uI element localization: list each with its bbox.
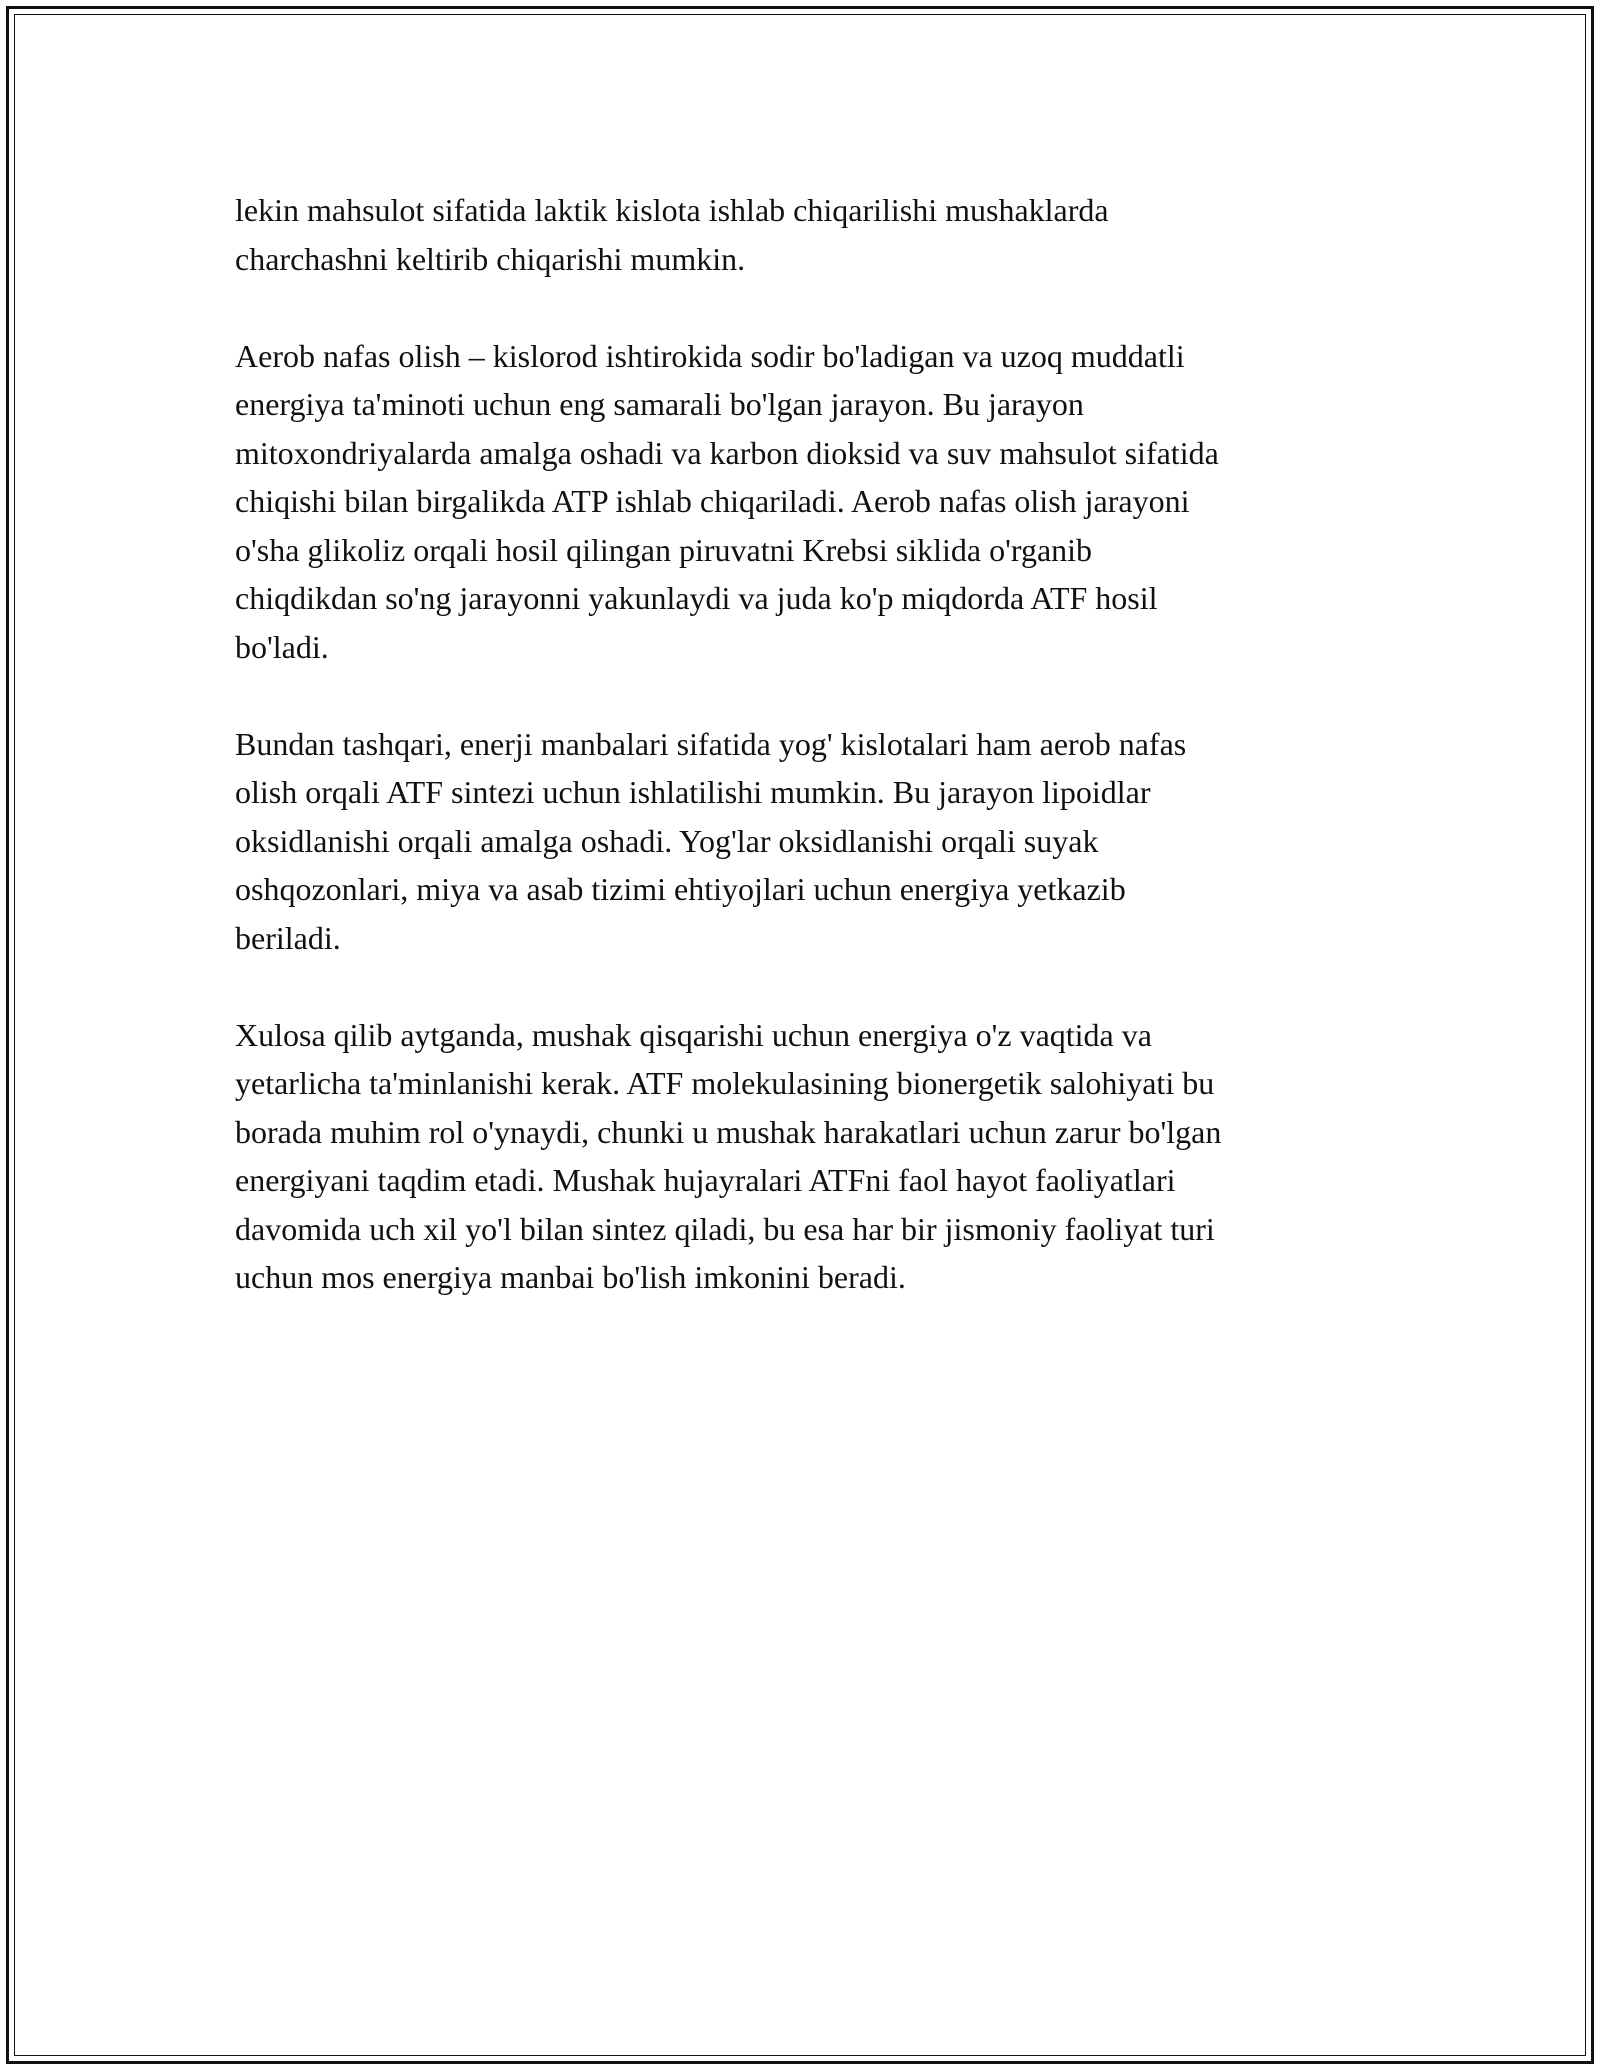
text-line: yetarlicha ta'minlanishi kerak. ATF molekulasining bionergetik salohiyati bu (235, 1065, 1215, 1101)
text-line: o'sha glikoliz orqali hosil qilingan piruvatni Krebsi siklida o'rganib (235, 531, 1093, 568)
text-line: uchun mos energiya manbai bo'lish imkonini beradi. (235, 1259, 906, 1295)
text-line: energiya ta'minoti uchun eng samarali bo'lgan jarayon. Bu jarayon (235, 386, 1084, 422)
document-body (235, 186, 1385, 1350)
text-line: oshqozonlari, miya va asab tizimi ehtiyojlari uchun energiya yetkazib (235, 871, 1126, 907)
text-line: mitoxondriyalarda amalga oshadi va karbon dioksid va suv mahsulot sifatida (235, 434, 1219, 471)
text-line: olish orqali ATF sintezi uchun ishlatilishi mumkin. Bu jarayon lipoidlar (235, 774, 1151, 810)
text-line: energiyani taqdim etadi. Mushak hujayralari ATFni faol hayot faoliyatlari (235, 1162, 1176, 1198)
paragraph-4 (235, 1011, 1385, 1302)
text-line: Aerob nafas olish – kislorod ishtirokida sodir bo'ladigan va uzoq muddatli (235, 337, 1185, 374)
text-line: chiqishi bilan birgalikda ATP ishlab chiqariladi. Aerob nafas olish jarayoni (235, 483, 1190, 519)
text-line: davomida uch xil yo'l bilan sintez qiladi, bu esa har bir jismoniy faoliyat turi (235, 1210, 1215, 1247)
text-line: bo'ladi. (235, 628, 329, 665)
paragraph-3 (235, 720, 1385, 963)
text-line: chiqdikdan so'ng jarayonni yakunlaydi va juda ko'p miqdorda ATF hosil (235, 580, 1158, 616)
text-line: Bundan tashqari, enerji manbalari sifatida yog' kislotalari ham aerob nafas (235, 725, 1187, 762)
text-line: lekin mahsulot sifatida laktik kislota ishlab chiqarilishi mushaklarda (235, 192, 1109, 228)
text-line: charchashni keltirib chiqarishi mumkin. (235, 240, 746, 277)
text-line: oksidlanishi orqali amalga oshadi. Yog'lar oksidlanishi orqali suyak (235, 822, 1099, 859)
text-line: borada muhim rol o'ynaydi, chunki u mushak harakatlari uchun zarur bo'lgan (235, 1113, 1222, 1150)
text-line: Xulosa qilib aytganda, mushak qisqarishi uchun energiya o'z vaqtida va (235, 1016, 1152, 1053)
paragraph-2 (235, 332, 1385, 672)
text-line: beriladi. (235, 919, 341, 956)
paragraph-1 (235, 186, 1385, 283)
